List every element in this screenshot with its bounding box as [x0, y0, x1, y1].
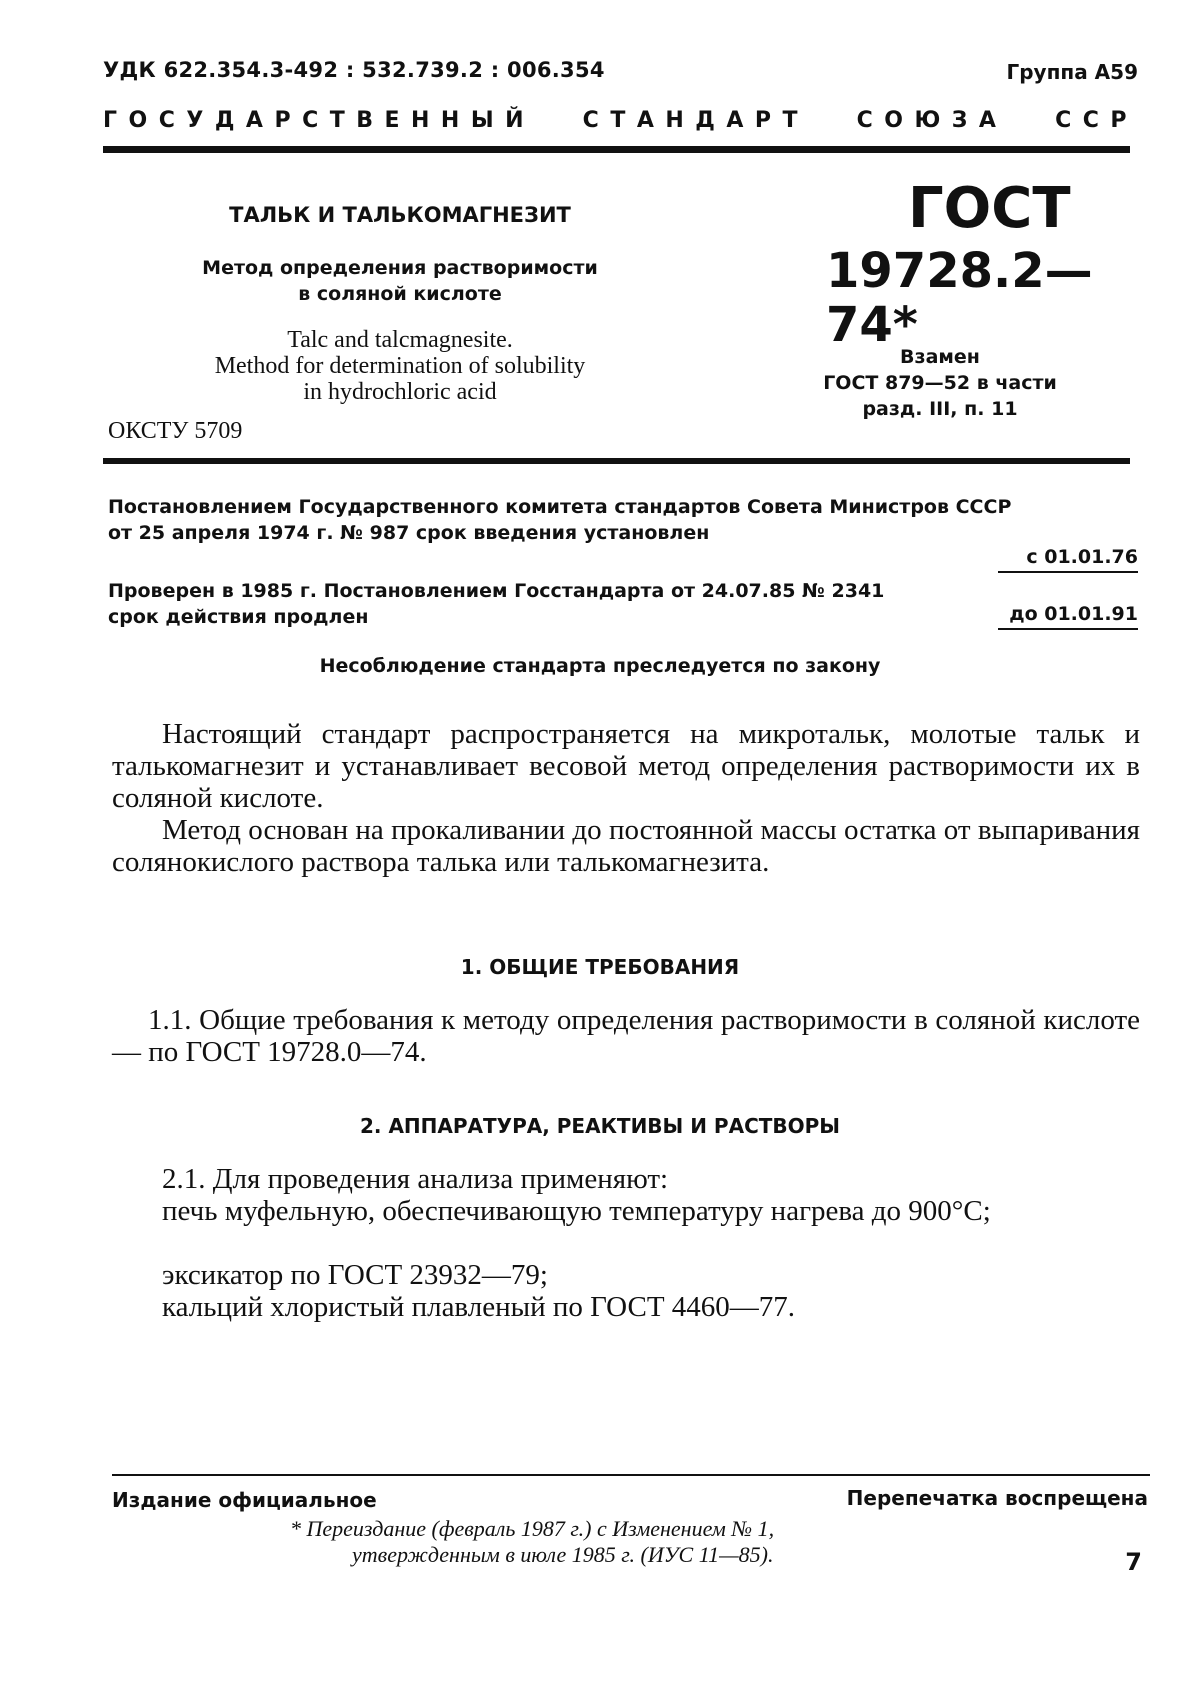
banner-word: СОЮЗА	[856, 108, 1008, 133]
footnote-line: утвержденным в июле 1985 г. (ИУС 11—85).	[352, 1542, 774, 1567]
footnote	[290, 1516, 990, 1568]
header-rule	[103, 146, 1130, 153]
effective-date: с 01.01.76	[998, 546, 1138, 573]
banner-word: СТАНДАРТ	[582, 108, 810, 133]
udk-code: УДК 622.354.3-492 : 532.739.2 : 006.354	[103, 58, 605, 82]
section-paragraph: 2.1. Для проведения анализа применяют:	[162, 1163, 669, 1195]
replacement-line: разд. III, п. 11	[862, 398, 1018, 420]
gost-number: 19728.2—74*	[826, 243, 1093, 353]
document-subtitle	[180, 255, 620, 307]
english-title-line: Talc and talcmagnesite.	[287, 327, 513, 353]
intro-paragraph: Настоящий стандарт распространяется на микротальк, молотые тальк и талькомагнезит и устанавливает весовой метод определения растворимости их в соляной кислоте.	[112, 718, 1140, 814]
revision-text	[108, 578, 968, 630]
list-item: печь муфельную, обеспечивающую температуру нагрева до 900°С;	[162, 1195, 991, 1227]
gost-label: ГОСТ	[908, 176, 1071, 241]
footnote-line: * Переиздание (февраль 1987 г.) с Изменением № 1,	[290, 1516, 775, 1541]
english-title	[180, 327, 620, 405]
official-edition-label: Издание официальное	[112, 1488, 377, 1512]
oksty-code: ОКСТУ 5709	[108, 418, 243, 444]
title-block	[180, 203, 620, 405]
subtitle-line: Метод определения растворимости	[202, 257, 598, 279]
title-rule	[103, 458, 1130, 464]
group-code: Группа А59	[1006, 60, 1138, 84]
decree-text	[108, 494, 1138, 546]
banner-word: ССР	[1055, 108, 1138, 133]
subtitle-line: в соляной кислоте	[298, 283, 502, 305]
list-item: эксикатор по ГОСТ 23932—79;	[162, 1259, 548, 1291]
intro-paragraph: Метод основан на прокаливании до постоянной массы остатка от выпаривания солянокислого раствора талька или талькомагнезита.	[112, 814, 1140, 878]
english-title-line: in hydrochloric acid	[303, 379, 497, 405]
document-title: ТАЛЬК И ТАЛЬКОМАГНЕЗИТ	[229, 203, 571, 227]
decree-line: от 25 апреля 1974 г. № 987 срок введения установлен	[108, 522, 710, 544]
page-number: 7	[1125, 1548, 1142, 1576]
replacement-line: Взамен	[900, 346, 980, 368]
reprint-prohibited-label: Перепечатка воспрещена	[846, 1486, 1148, 1510]
section-heading: 1. ОБЩИЕ ТРЕБОВАНИЯ	[460, 955, 740, 979]
gost-designation	[790, 178, 1170, 352]
revision-line: Проверен в 1985 г. Постановлением Госстандарта от 24.07.85 № 2341	[108, 580, 885, 602]
legal-warning: Несоблюдение стандарта преследуется по закону	[319, 655, 881, 677]
revision-line: срок действия продлен	[108, 606, 369, 628]
expiry-date: до 01.01.91	[998, 603, 1138, 630]
state-standard-banner	[103, 108, 1138, 133]
replacement-line: ГОСТ 879—52 в части	[823, 372, 1057, 394]
english-title-line: Method for determination of solubility	[214, 353, 586, 379]
section-heading: 2. АППАРАТУРА, РЕАКТИВЫ И РАСТВОРЫ	[359, 1114, 841, 1138]
replacement-note	[790, 344, 1090, 422]
banner-word: ГОСУДАРСТВЕННЫЙ	[103, 108, 536, 133]
footer-rule	[112, 1474, 1150, 1476]
list-item: кальций хлористый плавленый по ГОСТ 4460—77.	[162, 1291, 796, 1323]
decree-line: Постановлением Государственного комитета стандартов Совета Министров СССР	[108, 496, 1012, 518]
section-paragraph: 1.1. Общие требования к методу определения растворимости в соляной кислоте — по ГОСТ 19728.0—74.	[112, 1004, 1140, 1068]
